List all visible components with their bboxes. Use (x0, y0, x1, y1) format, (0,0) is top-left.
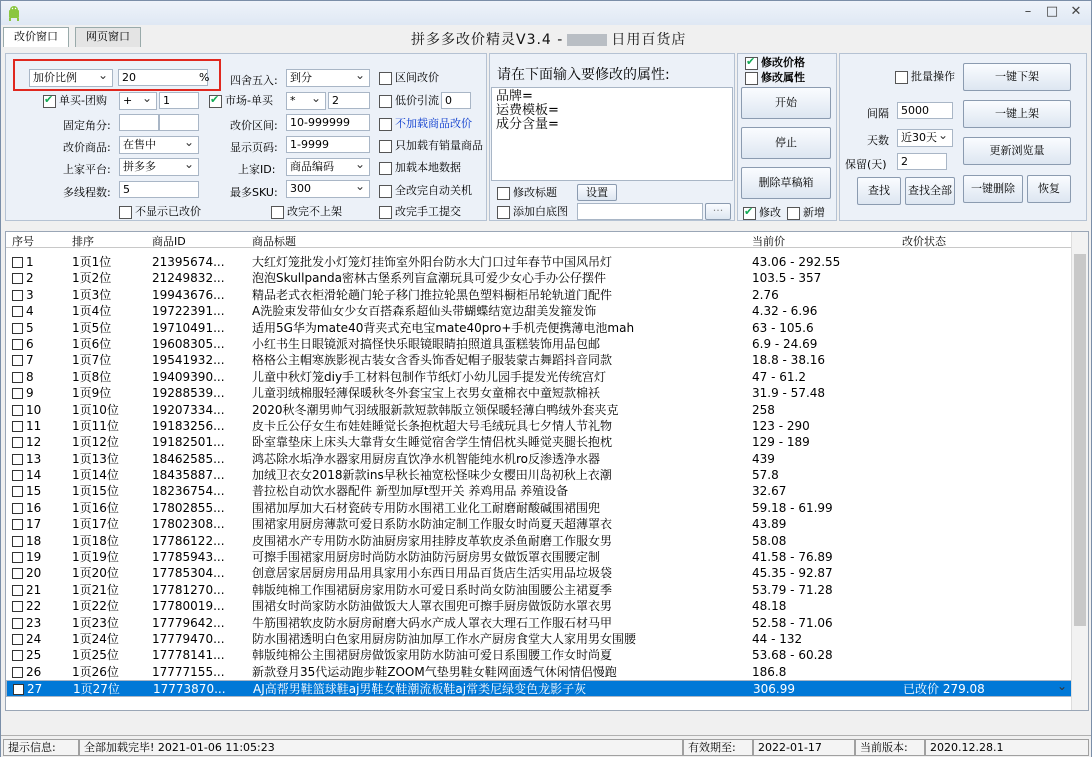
row-checkbox[interactable] (12, 421, 23, 432)
minimize-button[interactable]: – (1024, 4, 1032, 19)
row-checkbox[interactable] (12, 454, 23, 465)
row-checkbox[interactable] (12, 372, 23, 383)
row-sort: 1页12位 (72, 435, 119, 450)
row-checkbox[interactable] (12, 568, 23, 579)
row-id: 17778141... (152, 648, 225, 663)
row-id: 19409390... (152, 369, 225, 384)
row-id: 17773870... (153, 682, 226, 697)
row-sort: 1页7位 (72, 353, 112, 368)
platform-label: 上家平台: (63, 163, 111, 176)
row-sort: 1页2位 (72, 271, 112, 286)
delete-all-button[interactable]: 一键删除 (963, 175, 1023, 203)
row-title: 卧室靠垫床上床头大靠背女生睡觉宿舍学生情侣枕头睡觉夹腿长抱枕 (252, 435, 613, 450)
no-load-checkbox[interactable]: 不加载商品改价 (379, 117, 472, 133)
row-price: 6.9 - 24.69 (752, 336, 818, 351)
row-status: 已改价 279.08 (903, 682, 985, 697)
android-app-icon (7, 5, 21, 21)
table-row[interactable] (6, 418, 1072, 434)
row-title: 加绒卫衣女2018新款ins早秋长袖宽松怪味少女樱田川岛初秋上衣潮 (252, 468, 612, 483)
row-title: 儿童中秋灯笼diy手工材料包制作节纸灯小幼儿园手提发光传统宫灯 (252, 369, 607, 384)
row-price: 41.58 - 76.89 (752, 550, 833, 565)
table-row[interactable] (6, 516, 1072, 532)
table-row[interactable] (6, 287, 1072, 303)
only-sales-checkbox[interactable]: 只加载有销量商品 (379, 139, 483, 155)
row-id: 17777155... (152, 664, 225, 679)
table-row[interactable] (6, 352, 1072, 368)
modify-price-checkbox[interactable]: 修改价格 ✔ (745, 56, 805, 72)
row-price: 31.9 - 57.48 (752, 386, 826, 401)
row-sort: 1页5位 (72, 320, 112, 335)
upid-label: 上家ID: (238, 163, 276, 176)
row-title: 精品老式衣柜滑轮趟门轮子移门推拉轮黑色塑料橱柜吊轮轨道门配件 (252, 287, 613, 302)
row-index: 25 (26, 648, 42, 663)
row-checkbox[interactable] (12, 486, 23, 497)
row-id: 19710491... (152, 320, 225, 335)
table-header (6, 232, 1072, 248)
title-bar (1, 1, 1091, 25)
row-id: 17802308... (152, 517, 225, 532)
row-sort: 1页15位 (72, 484, 119, 499)
row-title: 新款登月35代运动跑步鞋ZOOM气垫男鞋女鞋网面透气休闲情侣慢跑 (252, 664, 617, 679)
row-index: 9 (26, 386, 34, 401)
range-label: 改价区间: (230, 119, 278, 132)
row-price: 123 - 290 (752, 418, 810, 433)
row-sort: 1页4位 (72, 304, 112, 319)
row-index: 23 (26, 615, 42, 630)
maxsku-label: 最多SKU: (230, 186, 278, 199)
low-price-checkbox[interactable]: 低价引流 (379, 94, 439, 110)
row-price: 44 - 132 (752, 631, 803, 646)
row-title: 适用5G华为mate40背夹式充电宝mate40pro+手机壳便携薄电池mah (252, 320, 635, 335)
row-checkbox[interactable] (12, 290, 23, 301)
row-sort: 1页6位 (72, 336, 112, 351)
days-label: 天数 (867, 134, 889, 147)
attributes-prompt: 请在下面输入要修改的属性: (497, 67, 670, 83)
batch-checkbox[interactable]: 批量操作 (895, 70, 955, 86)
row-checkbox[interactable] (12, 273, 23, 284)
settings-button[interactable]: 设置 (577, 184, 617, 201)
row-title: 大红灯笼批发小灯笼灯挂饰室外阳台防水大门口过年春节中国风吊灯 (252, 255, 613, 269)
col-index[interactable]: 序号 (12, 235, 34, 248)
table-row[interactable] (6, 434, 1072, 450)
market-value-input[interactable]: 2 (328, 92, 370, 109)
table-row[interactable] (6, 631, 1072, 647)
table-row[interactable] (6, 647, 1072, 663)
pages-label: 显示页码: (230, 141, 278, 154)
row-price: 63 - 105.6 (752, 320, 814, 335)
row-index: 5 (26, 320, 34, 335)
round-label: 四舍五入: (230, 74, 278, 87)
row-id: 17780019... (152, 599, 225, 614)
price-mode-select[interactable]: 加价比例 ⌄ (29, 69, 113, 87)
row-checkbox[interactable] (12, 667, 23, 678)
row-checkbox[interactable] (12, 355, 23, 366)
row-title: A洗脸束发带仙女少女百搭森系超仙头带蝴蝶结宽边甜美发箍发饰 (252, 304, 597, 319)
row-checkbox[interactable] (12, 585, 23, 596)
row-sort: 1页24位 (72, 631, 119, 646)
row-price: 2.76 (752, 287, 779, 302)
percent-label: % (199, 71, 210, 84)
row-id: 19207334... (152, 402, 225, 417)
row-title: 可擦手围裙家用厨房时尚防水防油防污厨房男女做饭罩衣围腰定制 (252, 550, 601, 565)
row-title: 泡泡Skullpanda密林古堡系列盲盒潮玩具可爱少女心手办公仔摆件 (252, 271, 607, 286)
row-id: 21395674... (152, 255, 225, 269)
row-title: 普拉松自动饮水器配件 新型加厚t型开关 养鸡用品 养殖设备 (252, 484, 569, 499)
row-sort: 1页3位 (72, 287, 112, 302)
row-index: 21 (26, 582, 42, 597)
row-checkbox[interactable] (12, 503, 23, 514)
row-id: 18236754... (152, 484, 225, 499)
table-row[interactable] (6, 533, 1072, 549)
version-label: 当前版本: (855, 739, 925, 756)
row-title: 围裙加厚加大石材瓷砖专用防水围裙工业化工耐磨耐酸碱围裙围兜 (252, 500, 601, 515)
row-id: 17786122... (152, 533, 225, 548)
row-title: 创意居家居厨房用品用具家用小东西日用品百货店生活实用品垃圾袋 (252, 566, 613, 581)
tab-price-window[interactable]: 改价窗口 (3, 27, 69, 47)
market-checkbox[interactable]: 市场-单买 ✔ (209, 94, 273, 110)
row-id: 19608305... (152, 336, 225, 351)
row-price: 47 - 61.2 (752, 369, 806, 384)
table-row[interactable] (6, 336, 1072, 352)
market-op-select[interactable]: * ⌄ (286, 92, 326, 110)
start-button[interactable]: 开始 (741, 87, 831, 119)
tab-web-window[interactable]: 网页窗口 (75, 27, 141, 47)
col-price[interactable]: 当前价 (752, 235, 785, 248)
row-title: 牛筋围裙软皮防水厨房耐磨大码水产成人罩衣大理石工作服石材马甲 (252, 615, 613, 630)
expire-label: 有效期至: (683, 739, 753, 756)
row-index: 1 (26, 255, 34, 269)
row-sort: 1页1位 (72, 255, 112, 269)
find-button[interactable]: 查找 (857, 177, 901, 205)
row-sort: 1页9位 (72, 386, 112, 401)
row-checkbox[interactable] (12, 601, 23, 612)
row-price: 129 - 189 (752, 435, 810, 450)
row-id: 19288539... (152, 386, 225, 401)
col-title[interactable]: 商品标题 (252, 235, 296, 248)
table-row[interactable] (6, 680, 1072, 696)
row-index: 4 (26, 304, 34, 319)
price-mode-value-input[interactable]: 20 (118, 69, 208, 86)
row-sort: 1页19位 (72, 550, 119, 565)
row-id: 21249832... (152, 271, 225, 286)
row-id: 17785943... (152, 550, 225, 565)
fixed-diff-input-1[interactable] (119, 114, 159, 131)
row-price: 48.18 (752, 599, 787, 614)
row-price: 43.89 (752, 517, 787, 532)
table-row[interactable] (6, 402, 1072, 418)
threads-input[interactable]: 5 (119, 181, 199, 198)
table-row[interactable] (6, 664, 1072, 680)
row-price: 186.8 (752, 664, 787, 679)
row-sort: 1页25位 (72, 648, 119, 663)
row-index: 8 (26, 369, 34, 384)
row-checkbox[interactable] (12, 388, 23, 399)
maxsku-select[interactable]: 300 ⌄ (286, 180, 370, 198)
col-status[interactable]: 改价状态 (902, 235, 946, 248)
row-index: 17 (26, 517, 42, 532)
row-id: 17779642... (152, 615, 225, 630)
row-index: 3 (26, 287, 34, 302)
row-title: 韩版纯棉公主围裙厨房做饭家用防水防油可爱日系围腰工作女时尚夏 (252, 648, 613, 663)
white-bg-checkbox[interactable]: 添加白底图 (497, 205, 568, 221)
row-index: 20 (26, 566, 42, 581)
row-checkbox[interactable] (12, 323, 23, 334)
row-id: 19541932... (152, 353, 225, 368)
row-price: 43.06 - 292.55 (752, 255, 841, 269)
low-price-input[interactable]: 0 (441, 92, 471, 109)
status-bar (1, 735, 1091, 757)
row-price: 306.99 (753, 682, 795, 697)
table-row[interactable] (6, 451, 1072, 467)
row-sort: 1页10位 (72, 402, 119, 417)
manual-submit-checkbox[interactable]: 改完手工提交 (379, 205, 461, 221)
interval-input[interactable]: 5000 (897, 102, 953, 119)
product-table (5, 231, 1089, 711)
row-index: 26 (26, 664, 42, 679)
load-local-checkbox[interactable]: 加载本地数据 (379, 161, 461, 177)
row-id: 17785304... (152, 566, 225, 581)
row-sort: 1页13位 (72, 451, 119, 466)
row-checkbox[interactable] (13, 684, 24, 695)
table-row[interactable] (6, 615, 1072, 631)
row-sort: 1页8位 (72, 369, 112, 384)
row-index: 27 (27, 682, 43, 697)
row-sort: 1页22位 (72, 599, 119, 614)
row-title: 皮卡丘公仔女生布娃娃睡觉长条抱枕超大号毛绒玩具七夕情人节礼物 (252, 418, 613, 433)
row-title: 韩版纯棉工作围裙厨房家用防水可爱日系时尚女防油围腰公主裙夏季 (252, 582, 613, 597)
table-row[interactable] (6, 320, 1072, 336)
row-index: 19 (26, 550, 42, 565)
table-row[interactable] (6, 254, 1072, 270)
days-select[interactable]: 近30天 ⌄ (897, 129, 953, 147)
row-title: 儿童羽绒棉服轻薄保暖秋冬外套宝宝上衣男女童棉衣中童短款棉袄 (252, 386, 601, 401)
row-price: 32.67 (752, 484, 787, 499)
row-title: 小红书生日眼镜派对搞怪快乐眼镜眼睛拍照道具蛋糕装饰用品包邮 (252, 336, 601, 351)
row-title: 围裙女时尚家防水防油做饭大人罩衣围兜可擦手厨房做饭防水罩衣男 (252, 599, 613, 614)
hint-label: 提示信息: (3, 739, 79, 756)
row-sort: 1页11位 (72, 418, 119, 433)
row-index: 11 (26, 418, 42, 433)
fixed-diff-label: 固定角分: (63, 119, 111, 132)
row-price: 53.68 - 60.28 (752, 648, 833, 663)
row-index: 24 (26, 631, 42, 646)
row-title: 围裙家用厨房薄款可爱日系防水防油定制工作服女时尚夏天超薄罩衣 (252, 517, 613, 532)
highlight-box (13, 59, 221, 91)
vertical-scrollbar[interactable] (1071, 232, 1088, 710)
row-id: 18435887... (152, 468, 225, 483)
delete-draft-button[interactable]: 删除草稿箱 (741, 167, 831, 199)
row-id: 19722391... (152, 304, 225, 319)
row-index: 16 (26, 500, 42, 515)
goods-label: 改价商品: (63, 141, 111, 154)
fixed-diff-input-2[interactable] (159, 114, 199, 131)
scroll-thumb[interactable] (1074, 254, 1086, 626)
row-price: 258 (752, 402, 775, 417)
row-price: 57.8 (752, 468, 779, 483)
row-price: 58.08 (752, 533, 787, 548)
table-row[interactable] (6, 385, 1072, 401)
maximize-button[interactable]: □ (1045, 4, 1059, 19)
stop-button[interactable]: 停止 (741, 127, 831, 159)
interval-price-checkbox[interactable]: 区间改价 (379, 71, 439, 87)
delist-all-button[interactable]: 一键下架 (963, 63, 1071, 91)
row-checkbox[interactable] (12, 405, 23, 416)
find-all-button[interactable]: 查找全部 (905, 177, 955, 205)
row-id: 17802855... (152, 500, 225, 515)
table-row[interactable] (6, 565, 1072, 581)
row-price: 18.8 - 38.16 (752, 353, 826, 368)
restore-button[interactable]: 恢复 (1027, 175, 1071, 203)
row-price: 439 (752, 451, 775, 466)
row-id: 19182501... (152, 435, 225, 450)
row-checkbox[interactable] (12, 306, 23, 317)
row-title: 鸿芯除水垢净水器家用厨房直饮净水机智能纯水机ro反渗透净水器 (252, 451, 601, 466)
row-index: 15 (26, 484, 42, 499)
no-list-checkbox[interactable]: 改完不上架 (271, 205, 342, 221)
pages-input[interactable]: 1-9999 (286, 136, 370, 153)
row-sort: 1页20位 (72, 566, 119, 581)
row-checkbox[interactable] (12, 470, 23, 481)
row-index: 7 (26, 353, 34, 368)
version-text: 2020.12.28.1 (925, 739, 1089, 756)
new-checkbox[interactable]: 新增 (787, 206, 825, 222)
row-title: 防水围裙透明白色家用厨房防油加厚工作水产厨房食堂大人家用男女围腰 (252, 631, 637, 646)
table-row[interactable] (6, 582, 1072, 598)
row-title: AJ高帮男鞋篮球鞋aj男鞋女鞋潮流板鞋aj常类尼绿变色龙影子灰 (253, 682, 587, 697)
relist-all-button[interactable]: 一键上架 (963, 100, 1071, 128)
row-index: 6 (26, 336, 34, 351)
col-sort[interactable]: 排序 (72, 235, 94, 248)
row-checkbox[interactable] (12, 552, 23, 563)
modify-title-checkbox[interactable]: 修改标题 (497, 186, 557, 202)
row-id: 19183256... (152, 418, 225, 433)
row-sort: 1页26位 (72, 664, 119, 679)
round-select[interactable]: 到分 ⌄ (286, 69, 370, 87)
row-index: 13 (26, 451, 42, 466)
row-checkbox[interactable] (12, 618, 23, 629)
row-checkbox[interactable] (12, 650, 23, 661)
row-title: 皮围裙水产专用防水防油厨房家用挂脖皮革软皮杀鱼耐磨工作服女男 (252, 533, 613, 548)
range-input[interactable]: 10-999999 (286, 114, 370, 131)
row-checkbox[interactable] (12, 339, 23, 350)
table-row[interactable] (6, 483, 1072, 499)
row-checkbox[interactable] (12, 257, 23, 268)
single-value-input[interactable]: 1 (159, 92, 199, 109)
table-row[interactable] (6, 549, 1072, 565)
goods-select[interactable]: 在售中 ⌄ (119, 136, 199, 154)
row-price: 53.79 - 71.28 (752, 582, 833, 597)
keep-days-label: 保留(天) (845, 158, 887, 171)
threads-label: 多线程数: (63, 186, 111, 199)
row-checkbox[interactable] (12, 437, 23, 448)
browse-button[interactable]: ··· (705, 203, 731, 220)
row-index: 2 (26, 271, 34, 286)
row-sort: 1页21位 (72, 582, 119, 597)
table-row[interactable] (6, 303, 1072, 319)
row-index: 10 (26, 402, 42, 417)
row-index: 12 (26, 435, 42, 450)
row-title: 2020秋冬潮男帅气羽绒服新款短款韩版立领保暖轻薄白鸭绒外套夹克 (252, 402, 619, 417)
row-price: 4.32 - 6.96 (752, 304, 818, 319)
row-title: 格格公主帽寒族影视古装女含香头饰香妃帽子服装蒙古舞蹈抖音同款 (252, 353, 613, 368)
shutdown-checkbox[interactable]: 全改完自动关机 (379, 184, 472, 200)
row-checkbox[interactable] (12, 536, 23, 547)
modify-attr-checkbox[interactable]: 修改属性 (745, 71, 805, 87)
table-row[interactable] (6, 598, 1072, 614)
table-row[interactable] (6, 270, 1072, 286)
modify-checkbox[interactable]: 修改 ✔ (743, 206, 781, 222)
row-id: 19943676... (152, 287, 225, 302)
row-index: 14 (26, 468, 42, 483)
row-price: 103.5 - 357 (752, 271, 822, 286)
attributes-editor[interactable]: 品牌= 运费模板= 成分含量= (491, 87, 733, 181)
keep-days-input[interactable]: 2 (897, 153, 947, 170)
single-op-select[interactable]: + ⌄ (119, 92, 157, 110)
row-sort: 1页17位 (72, 517, 119, 532)
row-price: 52.58 - 71.06 (752, 615, 833, 630)
row-sort: 1页23位 (72, 615, 119, 630)
row-sort: 1页16位 (72, 500, 119, 515)
hide-modified-checkbox[interactable]: 不显示已改价 (119, 205, 201, 221)
upid-select[interactable]: 商品编码 ⌄ (286, 158, 370, 176)
row-sort: 1页14位 (72, 468, 119, 483)
redacted-shop-name (567, 34, 607, 46)
close-button[interactable]: ✕ (1070, 4, 1082, 19)
table-row[interactable] (6, 467, 1072, 483)
interval-label: 间隔 (867, 107, 889, 120)
app-title: 拼多多改价精灵V3.4 - 日用百货店 (411, 32, 687, 48)
hint-text: 全部加载完毕! 2021-01-06 11:05:23 (79, 739, 683, 756)
row-id: 17781270... (152, 582, 225, 597)
row-checkbox[interactable] (12, 519, 23, 530)
col-id[interactable]: 商品ID (152, 235, 186, 248)
row-price: 45.35 - 92.87 (752, 566, 833, 581)
white-bg-path-input[interactable] (577, 203, 703, 220)
expire-date: 2022-01-17 (753, 739, 855, 756)
row-price: 59.18 - 61.99 (752, 500, 833, 515)
row-sort: 1页27位 (73, 682, 120, 697)
row-id: 18462585... (152, 451, 225, 466)
row-id: 17779470... (152, 631, 225, 646)
row-index: 18 (26, 533, 42, 548)
row-checkbox[interactable] (12, 634, 23, 645)
single-group-checkbox[interactable]: 单买-团购 ✔ (43, 94, 107, 110)
row-index: 22 (26, 599, 42, 614)
table-body (6, 254, 1072, 697)
row-sort: 1页18位 (72, 533, 119, 548)
table-row[interactable] (6, 500, 1072, 516)
platform-select[interactable]: 拼多多 ⌄ (119, 158, 199, 176)
table-row[interactable] (6, 369, 1072, 385)
refresh-views-button[interactable]: 更新浏览量 (963, 137, 1071, 165)
